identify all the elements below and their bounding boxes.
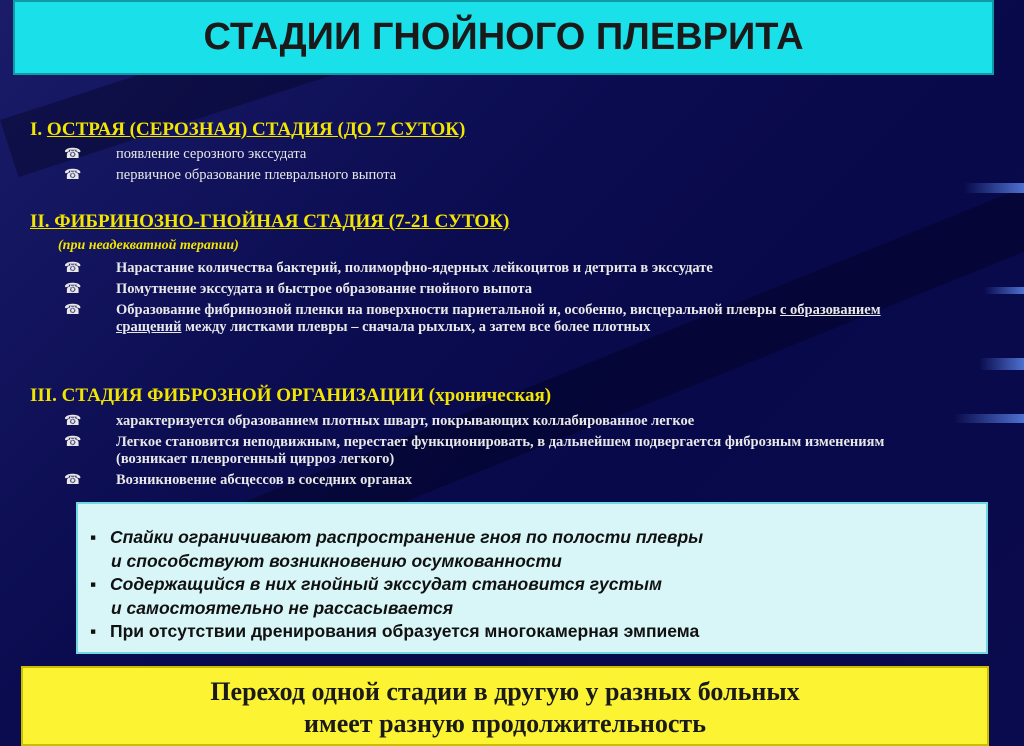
list-item <box>64 302 944 336</box>
list-item-text: Легкое становится неподвижным, перестает функционировать, в дальнейшем подвергается фиброзным изменениям (возникает плеврогенный цирроз легкого) <box>116 434 885 467</box>
phone-icon: ☎ <box>64 303 82 318</box>
list-item-text: первичное образование плеврального выпота <box>116 167 397 183</box>
info-line <box>90 573 986 597</box>
bullet-icon: ▪ <box>90 574 97 594</box>
stage2-title: II. ФИБРИНОЗНО-ГНОЙНАЯ СТАДИЯ (7-21 СУТОК) <box>30 211 510 232</box>
list-item-text: характеризуется образованием плотных шварт, покрывающих коллабированное легкое <box>116 413 695 429</box>
list-item <box>64 167 944 184</box>
phone-icon: ☎ <box>64 473 82 488</box>
phone-icon: ☎ <box>64 414 82 429</box>
list-item <box>64 260 944 277</box>
list-item <box>64 146 944 163</box>
phone-icon: ☎ <box>64 147 82 162</box>
phone-icon: ☎ <box>64 168 82 183</box>
list-item <box>64 413 944 430</box>
info-line-text: и самостоятельно не рассасывается <box>111 597 454 618</box>
stage3-title: III. СТАДИЯ ФИБРОЗНОЙ ОРГАНИЗАЦИИ (хроническая) <box>30 385 552 406</box>
list-item <box>64 472 944 489</box>
bullet-icon: ▪ <box>90 621 97 641</box>
light-streak <box>954 414 1024 423</box>
list-item <box>64 434 944 468</box>
info-line-text: Спайки ограничивают распространение гноя по полости плевры <box>110 527 704 547</box>
list-item-text <box>116 302 944 336</box>
info-line-text: Содержащийся в них гнойный экссудат становится густым <box>110 574 662 594</box>
stage1-heading <box>30 119 465 141</box>
stage2-note: (при неадекватной терапии) <box>58 238 239 253</box>
list-item-text: Возникновение абсцессов в соседних органах <box>116 472 413 488</box>
light-streak <box>979 358 1024 370</box>
list-item-text: Помутнение экссудата и быстрое образование гнойного выпота <box>116 281 533 297</box>
conclusion-box <box>21 666 989 746</box>
phone-icon: ☎ <box>64 435 82 450</box>
list-item <box>64 281 944 298</box>
info-line <box>90 597 986 621</box>
slide-title: СТАДИИ ГНОЙНОГО ПЛЕВРИТА <box>203 16 804 58</box>
stage1-prefix: I. <box>30 119 47 140</box>
bullet-icon: ▪ <box>90 527 97 547</box>
stage2-heading <box>30 211 509 233</box>
title-banner <box>13 0 994 75</box>
info-line-text: При отсутствии дренирования образуется многокамерная эмпиема <box>110 621 700 641</box>
stage3-heading <box>30 385 551 407</box>
phone-icon: ☎ <box>64 282 82 297</box>
light-streak <box>984 287 1024 294</box>
info-line <box>90 526 986 550</box>
info-line <box>90 550 986 574</box>
info-box <box>76 502 988 654</box>
conclusion-line: имеет разную продолжительность <box>304 709 706 738</box>
item-text-underlined: с образованием сращений <box>116 302 881 335</box>
info-line <box>90 620 986 644</box>
phone-icon: ☎ <box>64 261 82 276</box>
item-text-part: между листками плевры – сначала рыхлых, а затем все более плотных <box>181 319 651 335</box>
light-streak <box>964 183 1024 193</box>
stage1-title: ОСТРАЯ (СЕРОЗНАЯ) СТАДИЯ (ДО 7 СУТОК) <box>46 119 466 140</box>
info-line-text: и способствуют возникновению осумкованности <box>111 550 562 571</box>
conclusion-line: Переход одной стадии в другую у разных больных <box>210 677 800 706</box>
item-text-part: Образование фибринозной пленки на поверхности париетальной и, особенно, висцеральной плевры <box>116 302 780 318</box>
list-item-text: появление серозного экссудата <box>116 146 307 162</box>
list-item-text: Нарастание количества бактерий, полиморфно-ядерных лейкоцитов и детрита в экссудате <box>116 260 713 276</box>
